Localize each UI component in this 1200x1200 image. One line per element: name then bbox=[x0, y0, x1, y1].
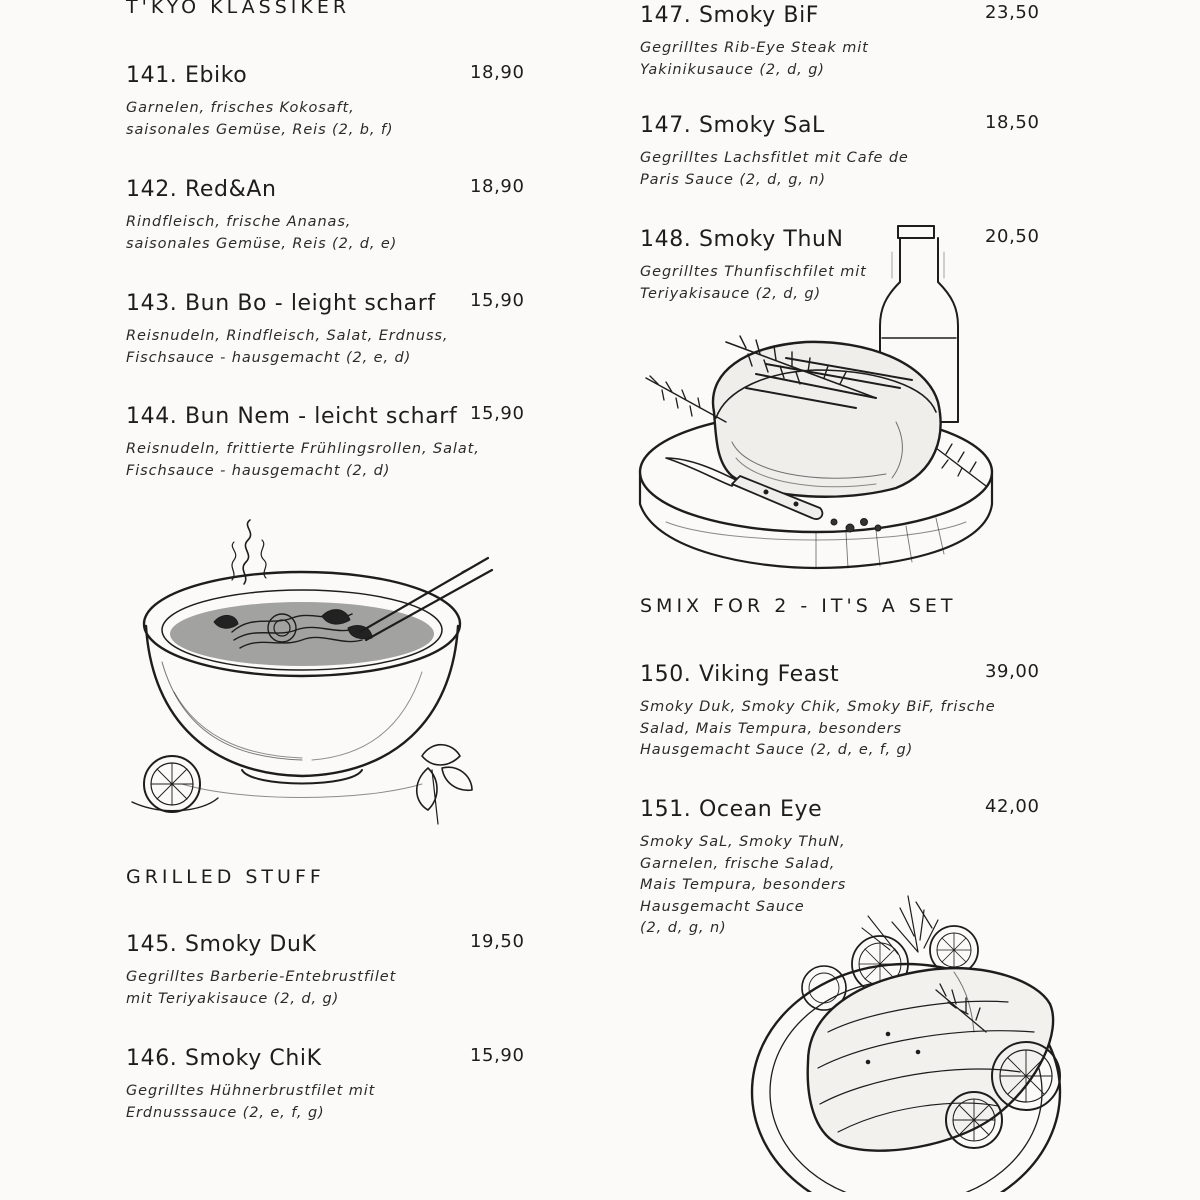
item-price: 18,50 bbox=[985, 112, 1040, 133]
item-description: Rindfleisch, frische Ananas, saisonales Gemüse, Reis (2, d, e) bbox=[126, 214, 398, 252]
item-name: 147. Smoky SaL bbox=[640, 113, 825, 138]
item-name: 150. Viking Feast bbox=[640, 662, 840, 687]
menu-item-147-sal bbox=[640, 112, 1040, 191]
item-price: 15,90 bbox=[470, 1045, 525, 1066]
item-description: Gegrilltes Rib-Eye Steak mit Yakinikusauce (2, d, g) bbox=[640, 40, 869, 78]
item-name: 141. Ebiko bbox=[126, 63, 248, 88]
menu-item-143 bbox=[126, 290, 526, 369]
menu-item-144 bbox=[126, 403, 526, 482]
item-price: 18,90 bbox=[470, 176, 525, 197]
item-description: Gegrilltes Hühnerbrustfilet mit Erdnusssauce (2, e, f, g) bbox=[126, 1083, 376, 1121]
menu-item-150 bbox=[640, 661, 1040, 762]
menu-item-146 bbox=[126, 1045, 526, 1124]
item-description: Gegrilltes Barberie-Entebrustfilet mit Teriyakisauce (2, d, g) bbox=[126, 969, 397, 1007]
item-name: 148. Smoky ThuN bbox=[640, 227, 844, 252]
steak-board-illustration bbox=[636, 222, 1016, 572]
item-price: 19,50 bbox=[470, 931, 525, 952]
item-name: 143. Bun Bo - leight scharf bbox=[126, 291, 436, 316]
section-title-smix-for-2: SMIX FOR 2 - IT'S A SET bbox=[640, 595, 957, 617]
item-description: Smoky SaL, Smoky ThuN, Garnelen, frische Salad, Mais Tempura, besonders Hausgemacht Sauce (2, d, g, n) bbox=[640, 834, 847, 936]
menu-item-145 bbox=[126, 931, 526, 1010]
item-name: 146. Smoky ChiK bbox=[126, 1046, 322, 1071]
section-title-grilled-stuff: GRILLED STUFF bbox=[126, 866, 325, 888]
item-price: 18,90 bbox=[470, 62, 525, 83]
item-name: 144. Bun Nem - leicht scharf bbox=[126, 404, 458, 429]
noodle-bowl-illustration bbox=[122, 512, 502, 832]
item-description: Garnelen, frisches Kokosaft, saisonales Gemüse, Reis (2, b, f) bbox=[126, 100, 394, 138]
menu-item-147-bif bbox=[640, 2, 1040, 81]
item-name: 145. Smoky DuK bbox=[126, 932, 317, 957]
item-price: 15,90 bbox=[470, 403, 525, 424]
item-description: Reisnudeln, frittierte Frühlingsrollen, Salat, Fischsauce - hausgemacht (2, d) bbox=[126, 441, 480, 479]
item-description: Gegrilltes Thunfischfilet mit Teriyakisauce (2, d, g) bbox=[640, 264, 867, 302]
menu-item-142 bbox=[126, 176, 526, 255]
item-price: 42,00 bbox=[985, 796, 1040, 817]
item-description: Reisnudeln, Rindfleisch, Salat, Erdnuss, Fischsauce - hausgemacht (2, e, d) bbox=[126, 328, 449, 366]
item-name: 147. Smoky BiF bbox=[640, 3, 820, 28]
item-description: Gegrilltes Lachsfitlet mit Cafe de Paris Sauce (2, d, g, n) bbox=[640, 150, 909, 188]
item-name: 151. Ocean Eye bbox=[640, 797, 823, 822]
section-title-tkyo-klassiker: T'KYO KLASSIKER bbox=[126, 0, 351, 18]
item-name: 142. Red&An bbox=[126, 177, 277, 202]
menu-item-141 bbox=[126, 62, 526, 141]
item-description: Smoky Duk, Smoky Chik, Smoky BiF, frische Salad, Mais Tempura, besonders Hausgemacht Sauce (2, d, e, f, g) bbox=[640, 699, 996, 758]
salmon-plate-illustration bbox=[748, 892, 1078, 1192]
item-price: 15,90 bbox=[470, 290, 525, 311]
item-price: 20,50 bbox=[985, 226, 1040, 247]
item-price: 39,00 bbox=[985, 661, 1040, 682]
item-price: 23,50 bbox=[985, 2, 1040, 23]
